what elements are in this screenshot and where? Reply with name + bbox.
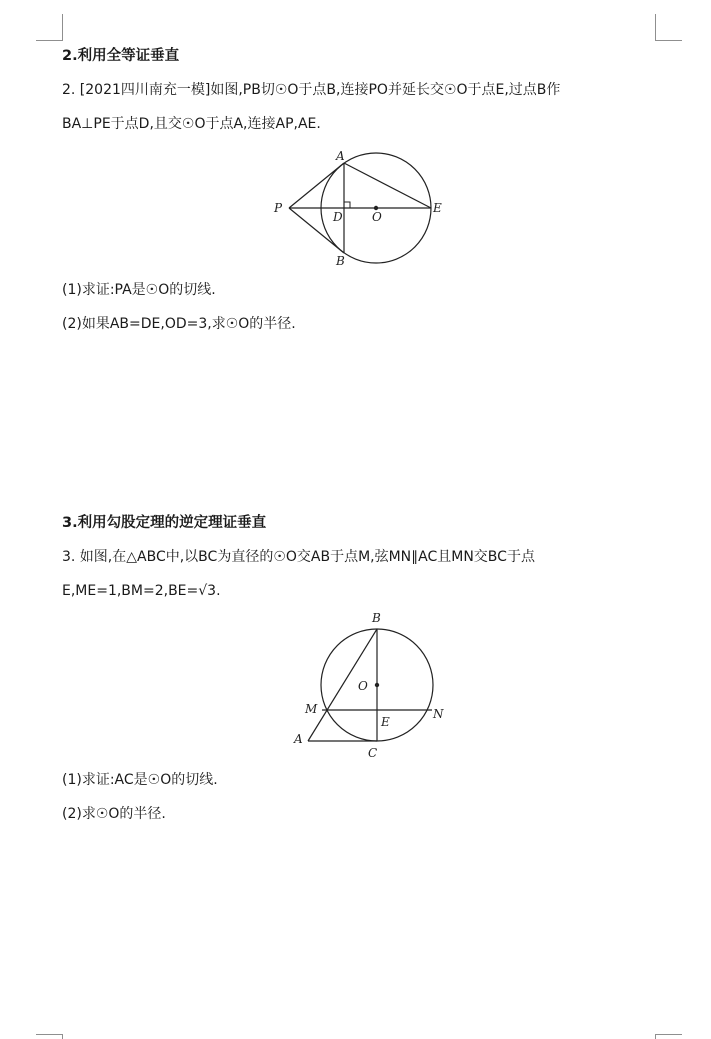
label-e: E (381, 715, 390, 729)
problem-2-question-2: (2)如果AB=DE,OD=3,求☉O的半径. (62, 316, 296, 332)
problem-2-question-1: (1)求证:PA是☉O的切线. (62, 282, 216, 298)
page-corner-mark-bottom-left (36, 1034, 63, 1039)
problem-3-statement-line-2: E,ME=1,BM=2,BE=√3. (62, 583, 221, 599)
label-a: A (294, 732, 303, 746)
problem-3-statement-line-1: 3. 如图,在△ABC中,以BC为直径的☉O交AB于点M,弦MN∥AC且MN交BC于点 (62, 549, 535, 565)
label-n: N (433, 707, 444, 721)
label-a: A (336, 149, 345, 163)
page-corner-mark-top-right (655, 14, 682, 41)
problem-2-statement-line-2: BA⊥PE于点D,且交☉O于点A,连接AP,AE. (62, 116, 321, 132)
label-p: P (274, 201, 283, 215)
problem-3-figure (285, 608, 455, 763)
problem-3-question-2: (2)求☉O的半径. (62, 806, 166, 822)
label-m: M (305, 702, 318, 716)
segment-pa (289, 163, 344, 208)
page-corner-mark-bottom-right (655, 1034, 682, 1039)
label-o: O (358, 679, 368, 693)
label-o: O (372, 210, 382, 224)
label-e: E (433, 201, 442, 215)
problem-2-figure (265, 145, 455, 270)
section-3-heading: 3.利用勾股定理的逆定理证垂直 (62, 515, 267, 531)
center-point-o (375, 683, 379, 687)
problem-3-question-1: (1)求证:AC是☉O的切线. (62, 772, 218, 788)
right-angle-mark (344, 202, 350, 208)
label-d: D (333, 210, 343, 224)
segment-ae (344, 163, 431, 208)
page-corner-mark-top-left (36, 14, 63, 41)
label-b: B (372, 611, 381, 625)
problem-2-statement-line-1: 2. [2021四川南充一模]如图,PB切☉O于点B,连接PO并延长交☉O于点E,过点B作 (62, 82, 561, 98)
label-b: B (336, 254, 345, 268)
section-2-heading: 2.利用全等证垂直 (62, 48, 180, 64)
label-c: C (368, 746, 378, 760)
